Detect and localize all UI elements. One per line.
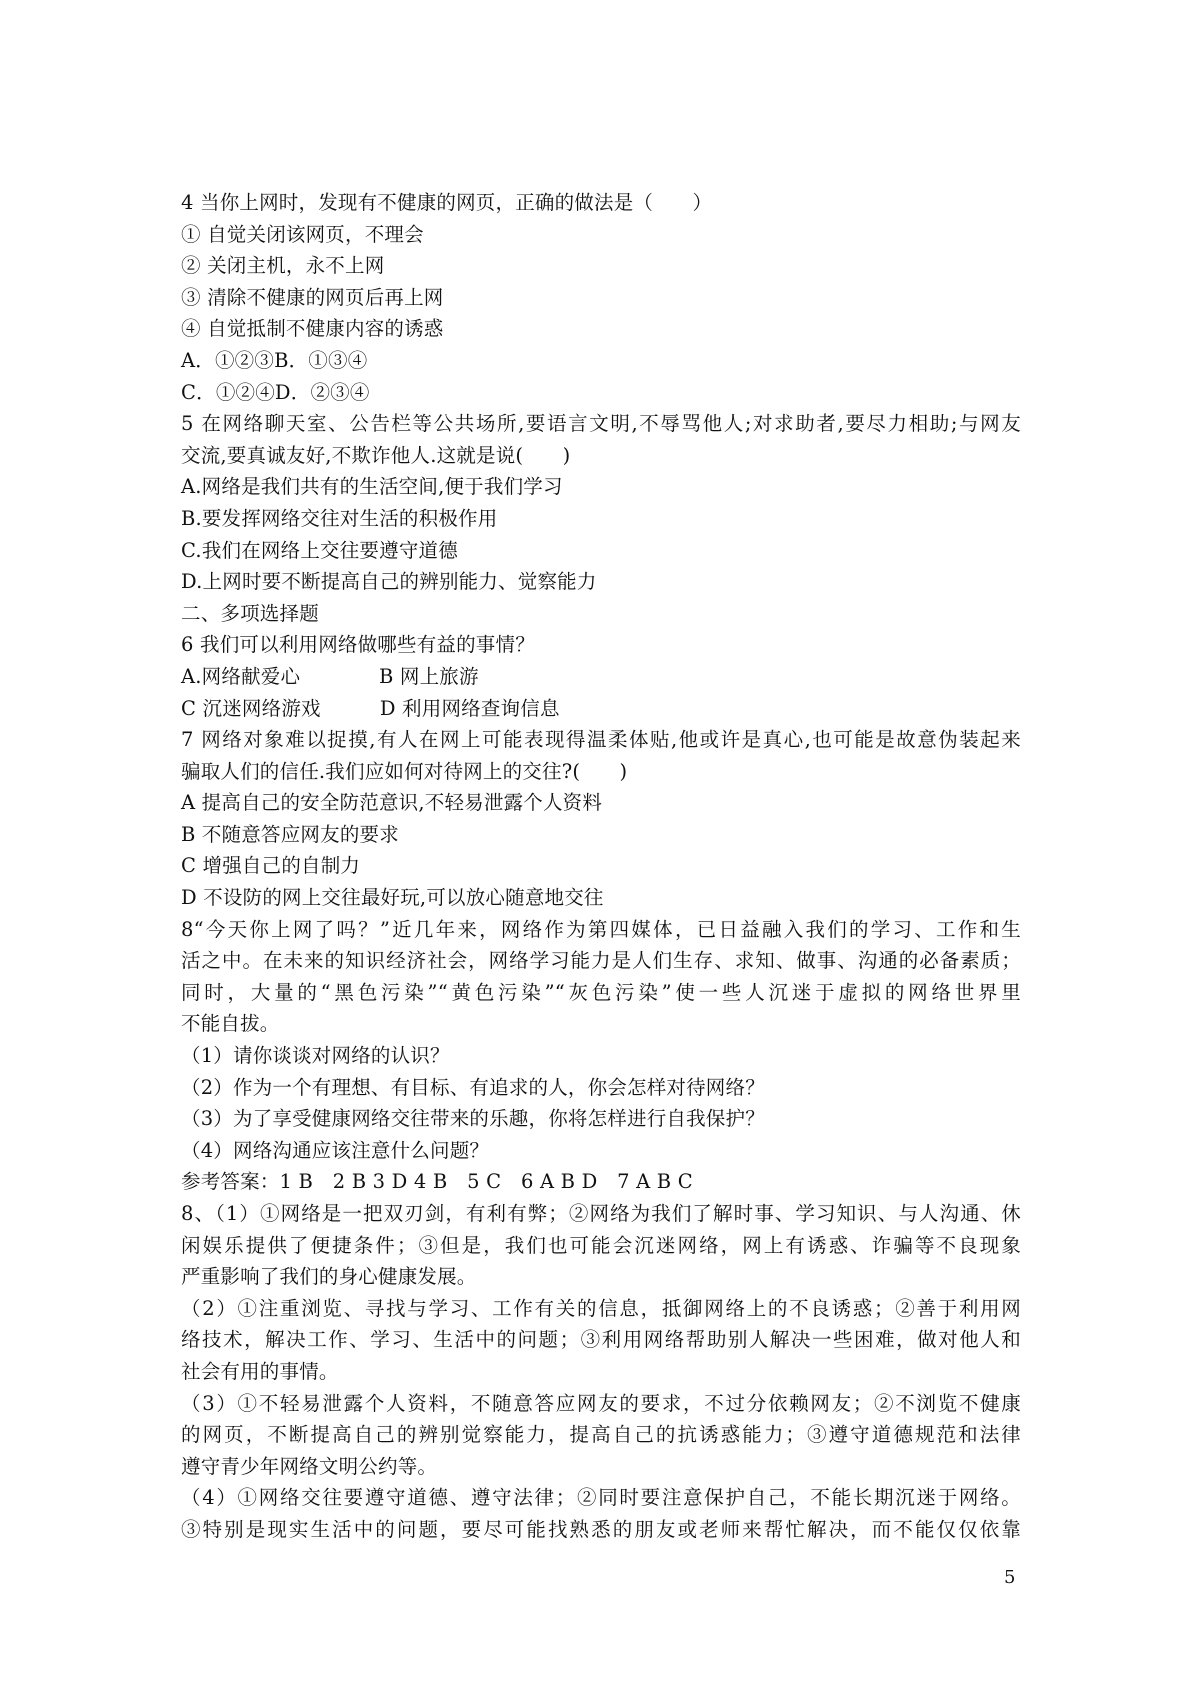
section-heading-multiple-choice: 二、多项选择题 [181,601,319,625]
page-number: 5 [1004,1567,1016,1588]
question-8-stem-line-3: 同时，大量的“黑色污染”“黄色污染”“灰色污染”使一些人沉迷于虚拟的网络世界里 [181,980,1021,1004]
question-5-option-b: B.要发挥网络交往对生活的积极作用 [181,506,498,530]
answer-8-2-line-3: 社会有用的事情。 [181,1359,339,1383]
answer-8-2-line-2: 络技术，解决工作、学习、生活中的问题；③利用网络帮助别人解决一些困难，做对他人和 [181,1328,1021,1352]
question-6-choices-cd: C 沉迷网络游戏 D 利用网络查询信息 [181,696,560,720]
question-8-sub-1: （1）请你谈谈对网络的认识？ [181,1044,450,1068]
answer-8-1-line-2: 闲娱乐提供了便捷条件；③但是，我们也可能会沉迷网络，网上有诱惑、诈骗等不良现象 [181,1233,1021,1257]
answer-8-4-line-2: ③特别是现实生活中的问题，要尽可能找熟悉的朋友或老师来帮忙解决，而不能仅仅依靠 [181,1517,1021,1541]
question-5-stem-line-2: 交流,要真诚友好,不欺诈他人.这就是说( ) [181,443,571,467]
answer-8-1-line-3: 严重影响了我们的身心健康发展。 [181,1265,477,1289]
answer-8-4-line-1: （4）①网络交往要遵守道德、遵守法律；②同时要注意保护自己，不能长期沉迷于网络。 [181,1486,1021,1510]
document-body [181,187,1021,1546]
answer-key: 参考答案：1 B 2 B 3 D 4 B 5 C 6 A B D 7 A B C [181,1170,693,1194]
answer-8-3-line-1: （3）①不轻易泄露个人资料，不随意答应网友的要求，不过分依赖网友；②不浏览不健康 [181,1391,1021,1415]
answer-8-3-line-3: 遵守青少年网络文明公约等。 [181,1454,438,1478]
question-7-stem-line-2: 骗取人们的信任.我们应如何对待网上的交往?( ) [181,759,628,783]
question-5-option-d: D.上网时要不断提高自己的辨别能力、觉察能力 [181,570,597,594]
question-8-sub-4: （4）网络沟通应该注意什么问题？ [181,1138,490,1162]
question-4-option-1: ① 自觉关闭该网页，不理会 [181,222,424,246]
answer-8-3-line-2: 的网页，不断提高自己的辨别觉察能力，提高自己的抗诱惑能力；③遵守道德规范和法律 [181,1423,1021,1447]
answer-8-1-line-1: 8、（1）①网络是一把双刃剑，有利有弊；②网络为我们了解时事、学习知识、与人沟通、休 [181,1202,1021,1225]
question-7-stem-line-1: 7 网络对象难以捉摸,有人在网上可能表现得温柔体贴,他或许是真心,也可能是故意伪装起来 [181,728,1021,752]
question-4-option-4: ④ 自觉抵制不健康内容的诱惑 [181,317,444,341]
question-4-option-3: ③ 清除不健康的网页后再上网 [181,285,444,309]
question-4-option-2: ② 关闭主机，永不上网 [181,254,385,278]
question-7-option-a: A 提高自己的安全防范意识,不轻易泄露个人资料 [181,791,603,815]
question-8-sub-2: （2）作为一个有理想、有目标、有追求的人，你会怎样对待网络？ [181,1075,765,1099]
question-7-option-d: D 不设防的网上交往最好玩,可以放心随意地交往 [181,886,604,910]
question-8-sub-3: （3）为了享受健康网络交往带来的乐趣，你将怎样进行自我保护？ [181,1107,765,1131]
question-5-option-a: A.网络是我们共有的生活空间,便于我们学习 [181,475,563,499]
question-8-stem-line-1: 8“今天你上网了吗？”近几年来，网络作为第四媒体，已日益融入我们的学习、工作和生 [181,917,1021,941]
question-5-option-c: C.我们在网络上交往要遵守道德 [181,538,458,562]
answer-8-2-line-1: （2）①注重浏览、寻找与学习、工作有关的信息，抵御网络上的不良诱惑；②善于利用网 [181,1296,1021,1320]
question-7-option-b: B 不随意答应网友的要求 [181,822,399,846]
question-4-choices-cd: C．①②④D．②③④ [181,380,370,404]
question-5-stem-line-1: 5 在网络聊天室、公告栏等公共场所,要语言文明,不辱骂他人;对求助者,要尽力相助;与网友 [181,412,1021,436]
question-7-option-c: C 增强自己的自制力 [181,854,361,878]
question-4-stem: 4 当你上网时，发现有不健康的网页，正确的做法是（ ） [181,191,713,214]
question-6-choices-ab: A.网络献爱心 B 网上旅游 [181,664,479,688]
question-8-stem-line-4: 不能自拔。 [181,1012,280,1036]
question-8-stem-line-2: 活之中。在未来的知识经济社会，网络学习能力是人们生存、求知、做事、沟通的必备素质； [181,949,1021,973]
question-4-choices-ab: A．①②③B．①③④ [181,348,368,372]
question-6-stem: 6 我们可以利用网络做哪些有益的事情？ [181,633,535,657]
